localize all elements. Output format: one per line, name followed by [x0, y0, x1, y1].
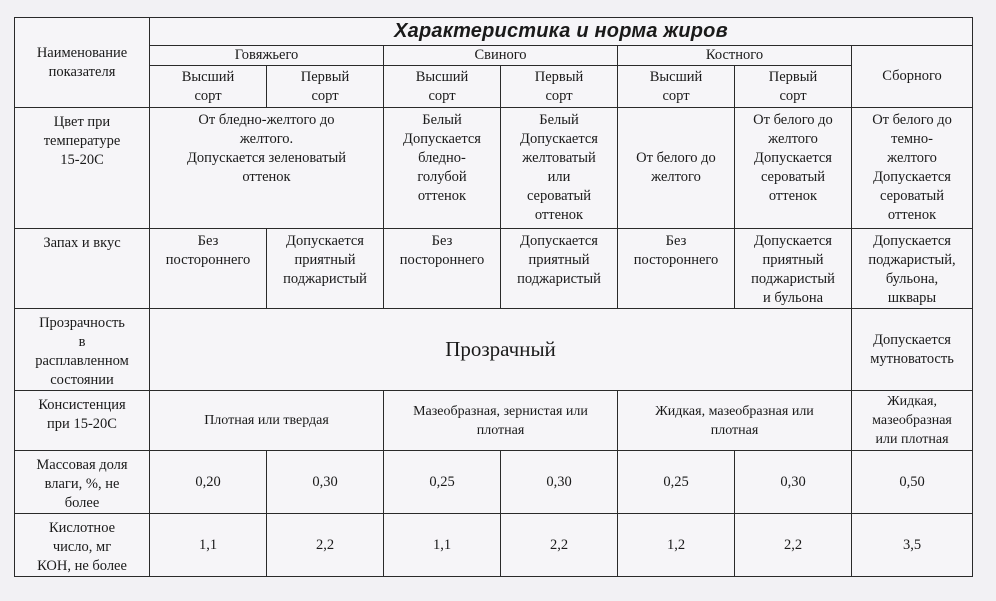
cell-color-mixed: От белого до темно- желтого Допускается сероватый оттенок [852, 108, 973, 229]
cell-smell-mixed: Допускается поджаристый, бульона, шквары [852, 229, 973, 309]
row-label-consistency: Консистенция при 15-20С [15, 391, 150, 451]
cell-smell-bone-first: Допускается приятный поджаристый и бульона [735, 229, 852, 309]
cell-smell-beef-first: Допускается приятный поджаристый [267, 229, 384, 309]
cell-smell-bone-high: Без постороннего [618, 229, 735, 309]
cell-color-bone-first: От белого до желтого Допускается сероватый оттенок [735, 108, 852, 229]
cell-smell-pork-first: Допускается приятный поджаристый [501, 229, 618, 309]
cell-acid-value: 2,2 [735, 514, 852, 577]
param-header-text: Наименование показателя [36, 44, 128, 80]
row-label-smell: Запах и вкус [15, 229, 150, 309]
cell-color-beef: От бледно-желтого до желтого. Допускается зеленоватый оттенок [150, 108, 384, 229]
cell-color-pork-first: Белый Допускается желтоватый или сероватый оттенок [501, 108, 618, 229]
cell-moisture-value: 0,25 [618, 451, 735, 514]
cell-acid-value: 1,1 [384, 514, 501, 577]
cell-moisture-value: 0,50 [852, 451, 973, 514]
grade-bone-high: Высший сорт [618, 66, 735, 108]
fat-characteristics-table [14, 17, 973, 577]
cell-acid-value: 1,2 [618, 514, 735, 577]
cell-transparency-main: Прозрачный [150, 309, 852, 391]
cell-consistency-beef: Плотная или твердая [150, 391, 384, 451]
cell-moisture-value: 0,30 [501, 451, 618, 514]
fat-characteristics-sheet [14, 17, 973, 577]
cell-transparency-mixed: Допускается мутноватость [852, 309, 973, 391]
cell-consistency-pork: Мазеобразная, зернистая или плотная [384, 391, 618, 451]
param-header-cell [15, 18, 150, 108]
group-beef-header: Говяжьего [150, 46, 384, 66]
cell-acid-value: 2,2 [267, 514, 384, 577]
cell-moisture-value: 0,20 [150, 451, 267, 514]
cell-moisture-value: 0,30 [735, 451, 852, 514]
cell-color-pork-high: Белый Допускается бледно- голубой оттенок [384, 108, 501, 229]
table-title: Характеристика и норма жиров [150, 18, 973, 46]
grade-beef-first: Первый сорт [267, 66, 384, 108]
cell-smell-beef-high: Без постороннего [150, 229, 267, 309]
group-mixed-header: Сборного [852, 46, 973, 108]
row-label-acid: Кислотное число, мг КОН, не более [15, 514, 150, 577]
group-pork-header: Свиного [384, 46, 618, 66]
row-label-moisture: Массовая доля влаги, %, не более [15, 451, 150, 514]
cell-acid-value: 2,2 [501, 514, 618, 577]
cell-moisture-value: 0,30 [267, 451, 384, 514]
cell-acid-value: 3,5 [852, 514, 973, 577]
group-bone-header: Костного [618, 46, 852, 66]
row-label-transparency: Прозрачность в расплавленном состоянии [15, 309, 150, 391]
row-label-color: Цвет при температуре 15-20С [15, 108, 150, 229]
grade-pork-first: Первый сорт [501, 66, 618, 108]
cell-smell-pork-high: Без постороннего [384, 229, 501, 309]
grade-pork-high: Высший сорт [384, 66, 501, 108]
cell-color-bone-high: От белого до желтого [618, 108, 735, 229]
cell-consistency-bone: Жидкая, мазеобразная или плотная [618, 391, 852, 451]
cell-consistency-mixed: Жидкая, мазеобразная или плотная [852, 391, 973, 451]
grade-beef-high: Высший сорт [150, 66, 267, 108]
grade-bone-first: Первый сорт [735, 66, 852, 108]
cell-acid-value: 1,1 [150, 514, 267, 577]
cell-moisture-value: 0,25 [384, 451, 501, 514]
